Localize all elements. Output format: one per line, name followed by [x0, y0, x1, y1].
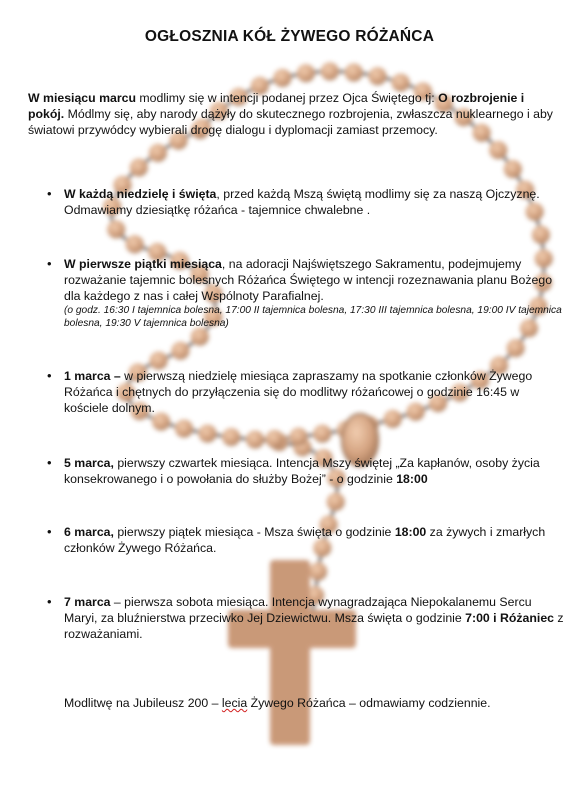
- intro-text-2: Módlmy się, aby narody dążyły do skutecznego rozbrojenia, zwłaszcza nuklearnego i aby światowi przywódcy wybierali drogę dialogu i dyplomacji zamiast przemocy.: [28, 107, 553, 137]
- item-text-end: z rozważaniami.: [64, 611, 564, 641]
- intro-month-label: W miesiącu marcu: [28, 91, 136, 105]
- jubilee-text-2: Żywego Różańca – odmawiamy codziennie.: [247, 696, 491, 710]
- item-text: pierwszy czwartek miesiąca. Intencja Mszy świętej „Za kapłanów, osoby życia konsekrowanego i o powołania do służby Bożej” - o godzinie: [64, 456, 540, 486]
- item-heading: 1 marca –: [64, 369, 121, 383]
- list-item-march-1: [64, 368, 564, 416]
- item-heading: 5 marca,: [64, 456, 114, 470]
- list-item-first-fridays: [64, 256, 564, 330]
- item-time: 18:00: [396, 472, 428, 486]
- item-text: w pierwszą niedzielę miesiąca zapraszamy na spotkanie członków Żywego Różańca i chętnych do przyłączenia się do modlitwy różańcowej o godzinie 16:45 w kościele dolnym.: [64, 369, 533, 415]
- item-schedule-note: (o godz. 16:30 I tajemnica bolesna, 17:00 II tajemnica bolesna, 17:30 III tajemnica bolesna, 19:00 IV tajemnica bolesna, 19:30 V tajemnica bolesna): [64, 305, 562, 329]
- intro-intention: O rozbrojenie i pokój.: [28, 91, 525, 121]
- intro-paragraph: [28, 90, 563, 138]
- jubilee-spellcheck-word: lecia: [221, 696, 248, 710]
- item-text: , przed każdą Mszą świętą modlimy się za naszą Ojczyznę. Odmawiamy dziesiątkę różańca - tajemnice chwalebne .: [64, 187, 540, 217]
- jubilee-note: [64, 695, 564, 711]
- item-heading: W każdą niedzielę i święta: [64, 187, 217, 201]
- item-text-end: za żywych i zmarłych członków Żywego Różańca.: [64, 525, 546, 555]
- item-heading: 6 marca,: [64, 525, 114, 539]
- jubilee-text-1: Modlitwę na Jubileusz 200 –: [64, 696, 222, 710]
- list-item-sundays: [64, 186, 564, 218]
- list-item-march-7: [64, 594, 564, 642]
- item-heading: W pierwsze piątki miesiąca: [64, 257, 222, 271]
- page-title: OGŁOSZNIA KÓŁ ŻYWEGO RÓŻAŃCA: [144, 28, 435, 45]
- item-text: pierwszy piątek miesiąca - Msza święta o godzinie: [113, 525, 395, 539]
- item-time: 18:00: [394, 525, 427, 539]
- intro-text-1: modlimy się w intencji podanej przez Ojca Świętego tj:: [135, 91, 435, 105]
- item-text: , na adoracji Najświętszego Sakramentu, podejmujemy rozważanie tajemnic bolesnych Różańca Świętego w intencji rozeznawania planu Bożego dla każdego z nas i całej Wspólnoty Parafialnej.: [64, 257, 553, 303]
- item-time: 7:00 i Różaniec: [465, 611, 555, 625]
- list-item-march-6: [64, 524, 564, 556]
- item-text: – pierwsza sobota miesiąca. Intencja wynagradzająca Niepokalanemu Sercu Maryi, za bluźnierstwa przeciwko Jej Dziewictwu. Msza święta o godzinie: [64, 595, 532, 625]
- list-item-march-5: [64, 455, 564, 487]
- item-heading: 7 marca: [64, 595, 111, 609]
